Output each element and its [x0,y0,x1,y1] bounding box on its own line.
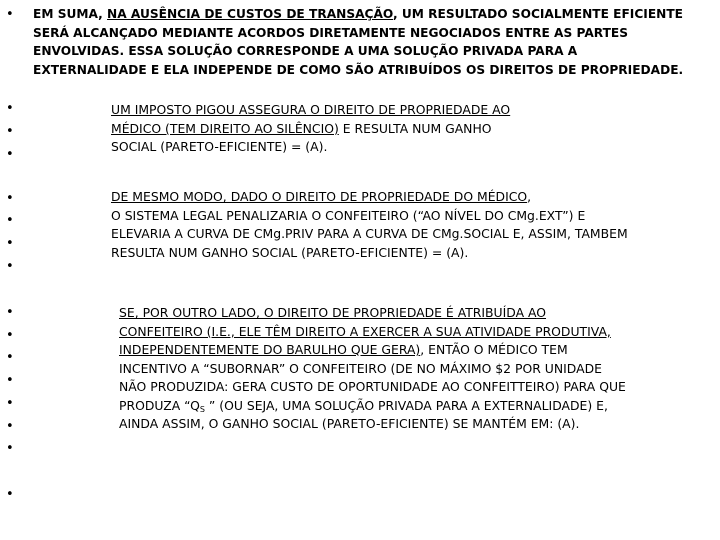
text-line: UM IMPOSTO PIGOU ASSEGURA O DIREITO DE PROPRIEDADE AO [111,102,511,117]
bullet-marker: • [6,124,14,139]
bullet-marker: • [6,259,14,274]
bullet-marker: • [6,487,14,502]
text-line: SERÁ ALCANÇADO MEDIANTE ACORDOS DIRETAMENTE NEGOCIADOS ENTRE AS PARTES [33,25,629,40]
pigou-tax-paragraph [111,101,510,157]
text-line: DE MESMO MODO, DADO O DIREITO DE PROPRIEDADE DO MÉDICO, [111,189,532,204]
text-line: ELEVARIA A CURVA DE CMg.PRIV PARA A CURVA DE CMg.SOCIAL E, ASSIM, TAMBEM [111,226,628,241]
text-line: MÉDICO (TEM DIREITO AO SILÊNCIO) E RESULTA NUM GANHO [111,120,492,136]
bullet-marker: • [6,213,14,228]
bullet-marker: • [6,191,14,206]
text-line: PRODUZA “$Q_S$ ” (OU SEJA, UMA SOLUÇÃO PRIVADA PARA A EXTERNALIDADE) E, [119,397,608,414]
bullet-marker: • [6,7,14,22]
bullet-marker: • [6,396,14,411]
underlined-phrase: INDEPENDENTEMENTE DO BARULHO QUE GERA) [119,342,421,357]
text-line: O SISTEMA LEGAL PENALIZARIA O CONFEITEIRO (“AO NÍVEL DO CMg.EXT”) E [111,207,586,223]
underlined-phrase: DE MESMO MODO, DADO O DIREITO DE PROPRIEDADE DO MÉDICO [111,189,528,204]
text-line: ENVOLVIDAS. ESSA SOLUÇÃO CORRESPONDE A UMA SOLUÇÃO PRIVADA PARA A [33,44,578,58]
bullet-marker: • [6,147,14,162]
subscript: S [199,404,205,414]
text-line: SOCIAL (PARETO-EFICIENTE) = (A). [111,139,328,154]
bullet-marker: • [6,236,14,251]
underlined-phrase: NA AUSÊNCIA DE CUSTOS DE TRANSAÇÃO [107,7,394,21]
legal-system-paragraph [111,188,628,262]
bullet-marker: • [6,350,14,365]
bullet-marker: • [6,328,14,343]
text-line: SE, POR OUTRO LADO, O DIREITO DE PROPRIEDADE É ATRIBUÍDA AO [119,305,547,320]
text-line: NÃO PRODUZIDA: GERA CUSTO DE OPORTUNIDADE AO CONFEITTEIRO) PARA QUE [119,379,626,394]
bullet-marker: • [6,373,14,388]
summary-paragraph [33,5,683,79]
bullet-marker: • [6,441,14,456]
text-line: INDEPENDENTEMENTE DO BARULHO QUE GERA), ENTÃO O MÉDICO TEM [119,342,568,357]
confectioner-rights-paragraph [119,304,626,434]
text-line: RESULTA NUM GANHO SOCIAL (PARETO-EFICIENTE) = (A). [111,244,469,260]
text-line: INCENTIVO A “SUBORNAR” O CONFEITEIRO (DE NO MÁXIMO $2 POR UNIDADE [119,360,602,376]
text-line: EM SUMA, NA AUSÊNCIA DE CUSTOS DE TRANSAÇÃO, UM RESULTADO SOCIALMENTE EFICIENTE [33,7,683,21]
bullet-marker: • [6,101,14,116]
text-line: EXTERNALIDADE E ELA INDEPENDE DE COMO SÃO ATRIBUÍDOS OS DIREITOS DE PROPRIEDADE. [33,62,684,77]
bullet-marker: • [6,305,14,320]
underlined-phrase: MÉDICO (TEM DIREITO AO SILÊNCIO) [111,120,339,136]
bullet-marker: • [6,419,14,434]
text-line: AINDA ASSIM, O GANHO SOCIAL (PARETO-EFICIENTE) SE MANTÉM EM: (A). [119,416,580,431]
text-line: CONFEITEIRO (I.E., ELE TÊM DIREITO A EXERCER A SUA ATIVIDADE PRODUTIVA, [119,323,611,339]
